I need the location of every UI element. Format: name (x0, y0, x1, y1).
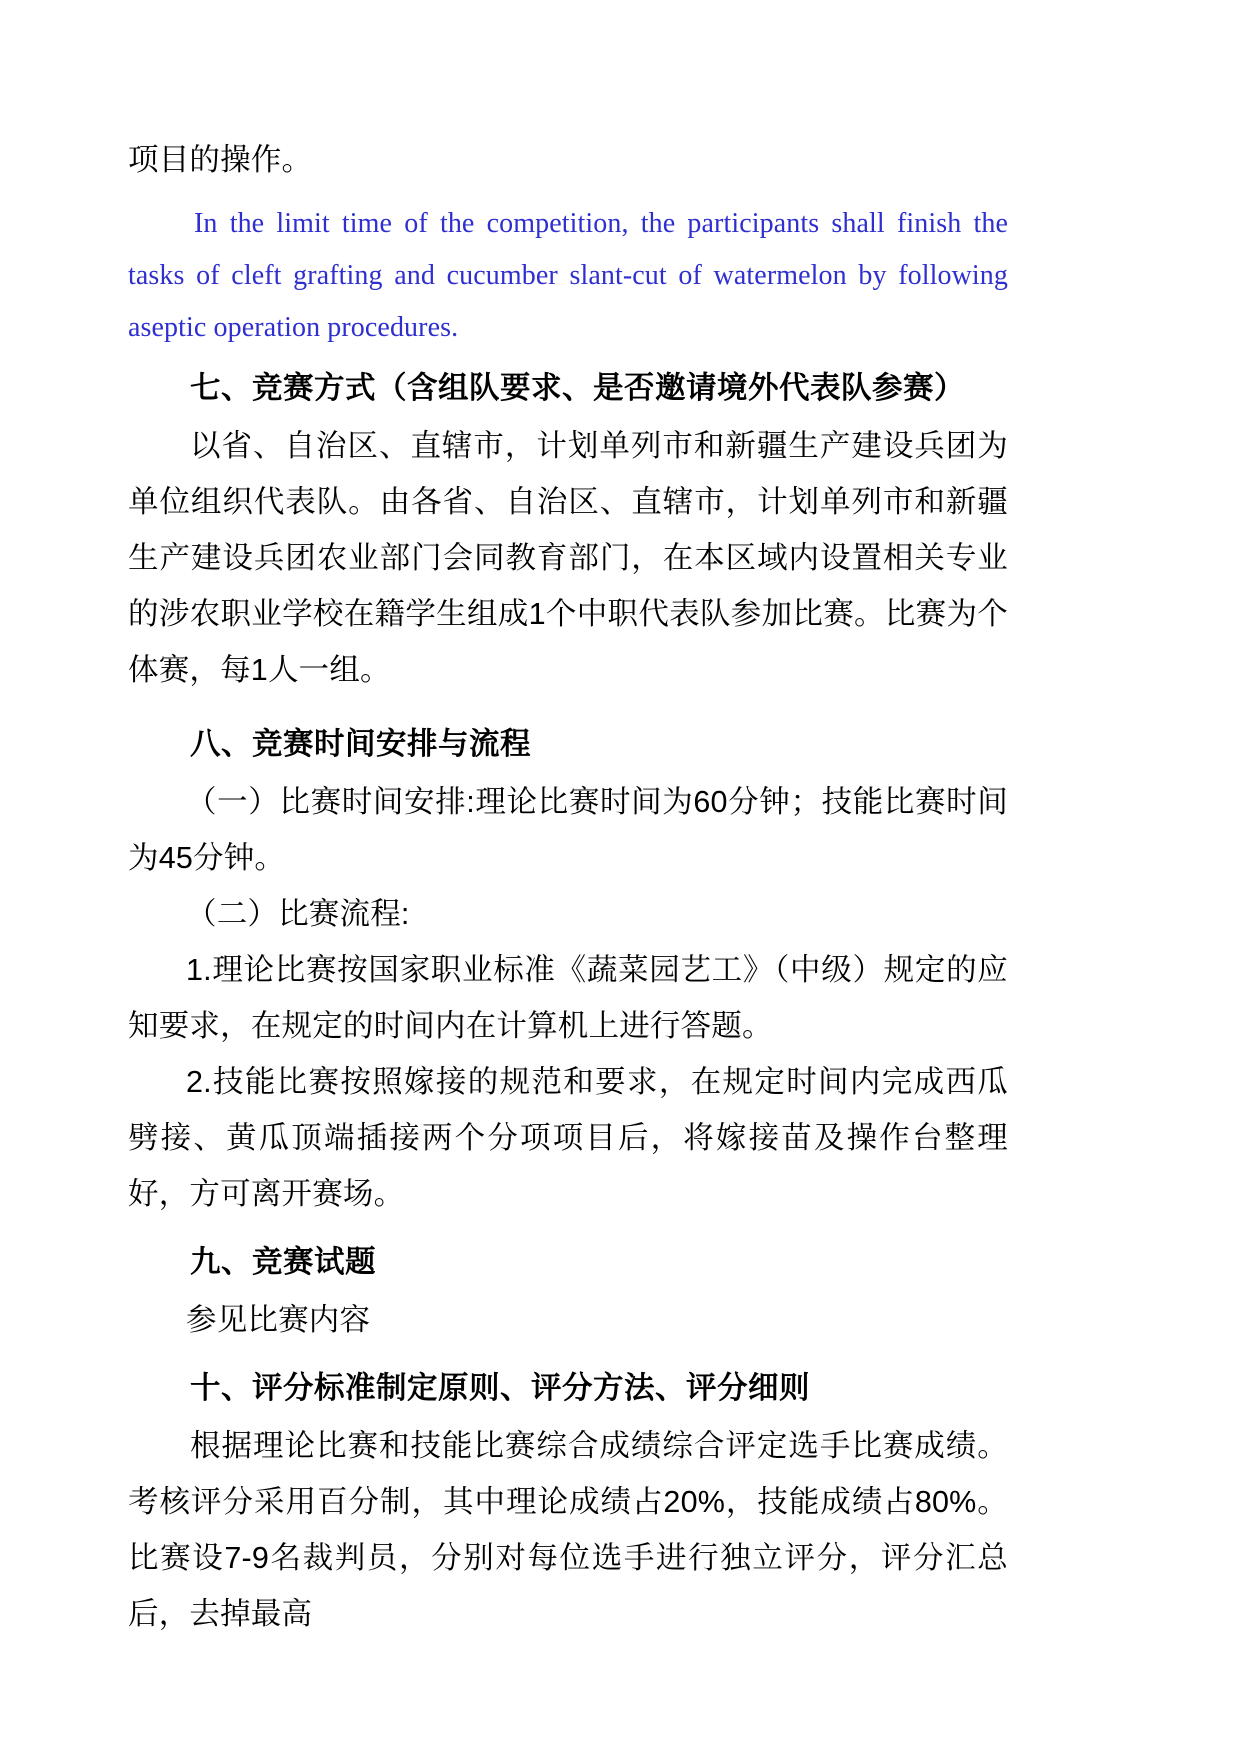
section-nine-body: 参见比赛内容 (186, 1303, 371, 1337)
section-seven-body: 以省、自治区、直辖市，计划单列市和新疆生产建设兵团为单位组织代表队。由各省、自治区、直辖市，计划单列市和新疆生产建设兵团农业部门会同教育部门，在本区域内设置相关专业的涉农职业学校在籍学生组成1个中职代表队参加比赛。比赛为个体赛，每1人一组。 (128, 429, 1008, 687)
section-heading-seven: 七、竞赛方式（含组队要求、是否邀请境外代表队参赛） (190, 371, 965, 405)
section-heading-ten: 十、评分标准制定原则、评分方法、评分细则 (190, 1371, 810, 1405)
continued-paragraph: 项目的操作。 (128, 143, 313, 177)
spacer (128, 1222, 1008, 1232)
section-eight-sub-one: 1.理论比赛按国家职业标准《蔬菜园艺工》（中级）规定的应知要求，在规定的时间内在计算机上进行答题。 (128, 953, 1008, 1043)
spacer (128, 1348, 1008, 1358)
section-ten-body: 根据理论比赛和技能比赛综合成绩综合评定选手比赛成绩。考核评分采用百分制，其中理论成绩占20%，技能成绩占80%。比赛设7-9名裁判员，分别对每位选手进行独立评分，评分汇总后，去掉最高 (128, 1429, 1008, 1631)
section-heading-eight: 八、竞赛时间安排与流程 (190, 727, 531, 761)
section-heading-nine: 九、竞赛试题 (190, 1245, 376, 1279)
document-body (128, 132, 1008, 1642)
section-eight-item-one: （一）比赛时间安排:理论比赛时间为60分钟；技能比赛时间为45分钟。 (128, 785, 1008, 875)
english-paragraph: In the limit time of the competition, the participants shall finish the tasks of cleft grafting and cucumber slant-cut of watermelon by following aseptic operation procedures. (128, 208, 1008, 343)
section-eight-sub-two: 2.技能比赛按照嫁接的规范和要求，在规定时间内完成西瓜劈接、黄瓜顶端插接两个分项项目后，将嫁接苗及操作台整理好，方可离开赛场。 (128, 1065, 1008, 1211)
spacer (128, 188, 1008, 198)
section-eight-item-two: （二）比赛流程: (186, 897, 410, 931)
spacer (128, 698, 1008, 714)
